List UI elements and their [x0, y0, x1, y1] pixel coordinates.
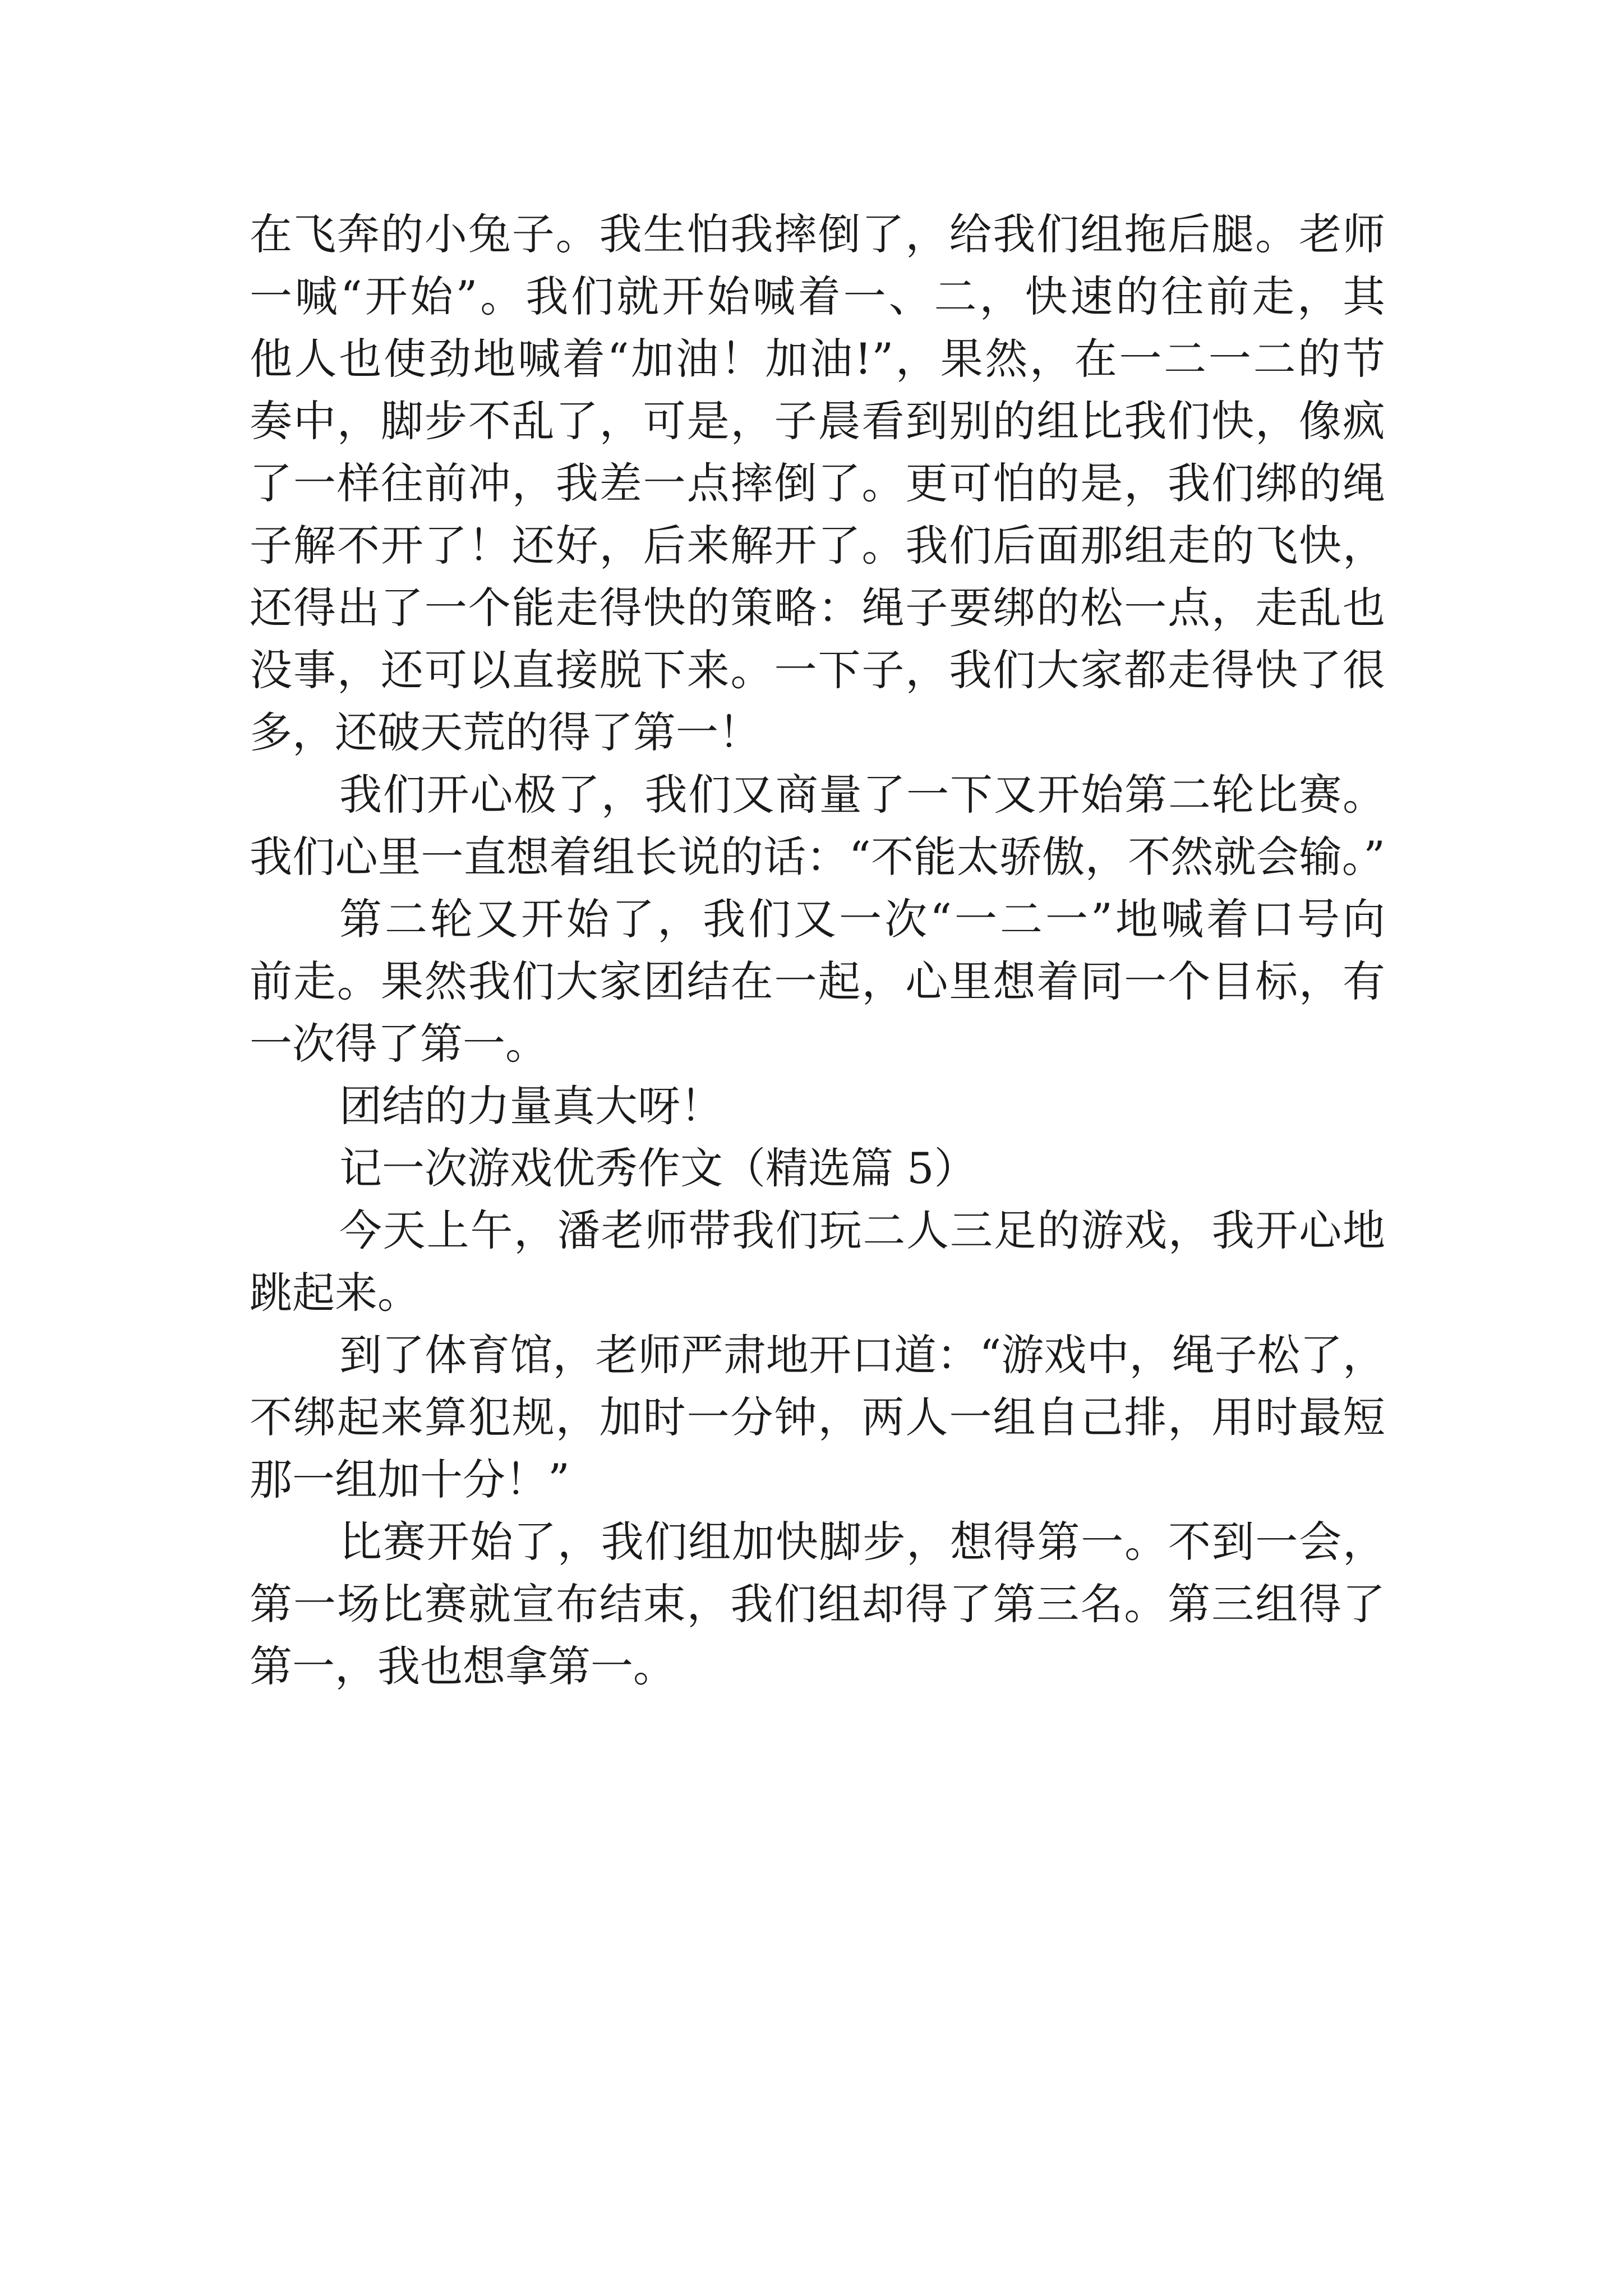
heading-line: 记一次游戏优秀作文（精选篇 5） [339, 1143, 977, 1193]
section-heading [250, 1137, 1385, 1199]
text-line: 一喊“开始”。我们就开始喊着一、二，快速的往前走，其 [250, 272, 1385, 321]
text-line: 跳起来。 [250, 1268, 420, 1318]
text-line: 奏中，脚步不乱了，可是，子晨看到别的组比我们快，像疯 [250, 396, 1385, 446]
text-line: 今天上午，潘老师带我们玩二人三足的游戏，我开心地 [339, 1205, 1385, 1255]
text-line: 还得出了一个能走得快的策略：绳子要绑的松一点，走乱也 [250, 583, 1385, 633]
paragraph-6 [250, 1199, 1385, 1324]
text-line: 第二轮又开始了，我们又一次“一二一”地喊着口号向 [339, 894, 1385, 944]
text-line: 多，还破天荒的得了第一！ [250, 707, 761, 757]
text-line: 到了体育馆，老师严肃地开口道：“游戏中，绳子松了， [339, 1330, 1385, 1380]
text-line: 不绑起来算犯规，加时一分钟，两人一组自己排，用时最短 [250, 1392, 1385, 1442]
text-line: 第一，我也想拿第一。 [250, 1641, 676, 1691]
text-line: 他人也使劲地喊着“加油！加油!”，果然，在一二一二的节 [250, 334, 1385, 384]
paragraph-7 [250, 1324, 1385, 1511]
text-line: 一次得了第一。 [250, 1019, 548, 1069]
text-line: 了一样往前冲，我差一点摔倒了。更可怕的是，我们绑的绳 [250, 458, 1385, 508]
paragraph-1 [250, 203, 1385, 763]
text-line: 团结的力量真大呀！ [339, 1081, 723, 1131]
paragraph-2 [250, 763, 1385, 888]
text-line: 子解不开了！还好，后来解开了。我们后面那组走的飞快， [250, 521, 1385, 570]
paragraph-3 [250, 888, 1385, 1075]
text-line: 没事，还可以直接脱下来。一下子，我们大家都走得快了很 [250, 645, 1385, 695]
text-line: 前走。果然我们大家团结在一起，心里想着同一个目标，有 [250, 956, 1385, 1006]
text-line: 第一场比赛就宣布结束，我们组却得了第三名。第三组得了 [250, 1579, 1385, 1629]
text-line: 在飞奔的小兔子。我生怕我摔倒了，给我们组拖后腿。老师 [250, 209, 1385, 259]
text-line: 我们心里一直想着组长说的话：“不能太骄傲，不然就会输。” [250, 832, 1385, 882]
text-line: 比赛开始了，我们组加快脚步，想得第一。不到一会， [339, 1517, 1385, 1567]
text-line: 我们开心极了，我们又商量了一下又开始第二轮比赛。 [339, 770, 1385, 820]
essay-text [250, 203, 1385, 1697]
paragraph-4 [250, 1075, 1385, 1137]
paragraph-8 [250, 1511, 1385, 1697]
text-line: 那一组加十分！” [250, 1455, 570, 1504]
